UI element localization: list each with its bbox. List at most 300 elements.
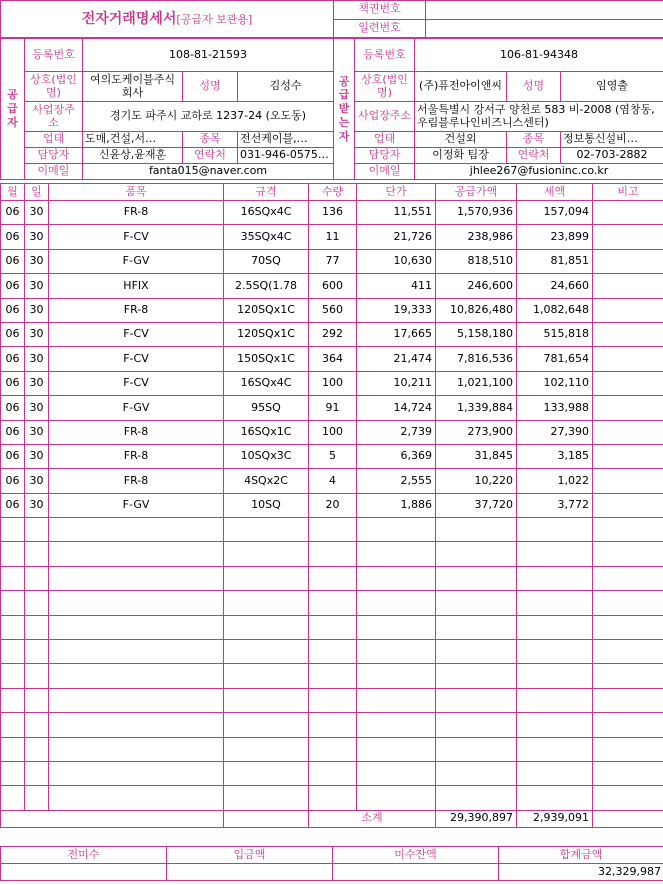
receiver-phone: 02-703-2882	[561, 148, 663, 164]
book-no-label: 책권번호	[334, 1, 426, 20]
cell-note	[593, 371, 663, 395]
empty-cell	[357, 786, 436, 810]
cell-unit-price: 6,369	[357, 444, 436, 468]
col-tax: 세액	[517, 184, 593, 201]
empty-cell	[593, 566, 663, 590]
cell-supply-amount: 238,986	[436, 225, 517, 249]
col-qty: 수량	[309, 184, 357, 201]
cell-product: FR-8	[49, 201, 224, 225]
empty-cell	[357, 761, 436, 785]
table-row	[1, 274, 663, 298]
empty-cell	[517, 640, 593, 664]
cell-spec: 35SQx4C	[224, 225, 309, 249]
empty-cell	[436, 713, 517, 737]
table-row	[1, 444, 663, 468]
empty-cell	[25, 542, 49, 566]
cell-spec: 10SQ	[224, 493, 309, 517]
receiver-name-label: 성명	[507, 72, 561, 102]
cell-tax: 102,110	[517, 371, 593, 395]
table-row	[1, 249, 663, 273]
cell-qty: 4	[309, 469, 357, 493]
items-table	[0, 183, 663, 828]
receiver-company: (주)퓨전아이앤씨	[415, 72, 507, 102]
cell-qty: 136	[309, 201, 357, 225]
title-block	[0, 0, 663, 38]
empty-cell	[436, 615, 517, 639]
empty-row	[1, 737, 663, 761]
cell-supply-amount: 37,720	[436, 493, 517, 517]
empty-cell	[517, 591, 593, 615]
col-supply-amount: 공급가액	[436, 184, 517, 201]
empty-cell	[49, 664, 224, 688]
cell-note	[593, 298, 663, 322]
cell-supply-amount: 1,570,936	[436, 201, 517, 225]
table-row	[1, 225, 663, 249]
table-row	[1, 469, 663, 493]
empty-cell	[593, 664, 663, 688]
empty-row	[1, 518, 663, 542]
supplier-item: 전선케이블,…	[238, 132, 334, 148]
empty-cell	[224, 688, 309, 712]
subtotal-supply-amount: 29,390,897	[436, 810, 517, 827]
prev-balance-label: 전미수	[1, 847, 167, 864]
empty-cell	[309, 713, 357, 737]
receiver-company-label: 상호(법인명)	[355, 72, 415, 102]
title-subtitle: [공급자 보관용]	[176, 12, 253, 26]
cell-month: 06	[1, 298, 25, 322]
cell-supply-amount: 246,600	[436, 274, 517, 298]
supplier-reg-no-label: 등록번호	[25, 39, 83, 72]
empty-cell	[309, 786, 357, 810]
empty-cell	[593, 591, 663, 615]
empty-cell	[436, 566, 517, 590]
empty-cell	[593, 786, 663, 810]
cell-tax: 133,988	[517, 396, 593, 420]
cell-day: 30	[25, 420, 49, 444]
cell-supply-amount: 10,220	[436, 469, 517, 493]
totals-footer	[0, 846, 663, 881]
cell-product: F-CV	[49, 347, 224, 371]
empty-row	[1, 640, 663, 664]
table-row	[1, 201, 663, 225]
empty-cell	[1, 518, 25, 542]
cell-spec: 4SQx2C	[224, 469, 309, 493]
received-label: 입금액	[167, 847, 333, 864]
cell-tax: 1,082,648	[517, 298, 593, 322]
cell-month: 06	[1, 444, 25, 468]
empty-cell	[49, 591, 224, 615]
cell-product: HFIX	[49, 274, 224, 298]
empty-row	[1, 566, 663, 590]
receiver-name: 임영출	[561, 72, 663, 102]
receiver-item-label: 종목	[507, 132, 561, 148]
cell-day: 30	[25, 396, 49, 420]
empty-cell	[436, 640, 517, 664]
empty-cell	[224, 591, 309, 615]
cell-month: 06	[1, 201, 25, 225]
empty-cell	[309, 640, 357, 664]
supplier-address: 경기도 파주시 교하로 1237-24 (오도동)	[83, 102, 334, 132]
empty-cell	[49, 615, 224, 639]
receiver-business-type-label: 업태	[355, 132, 415, 148]
empty-cell	[309, 542, 357, 566]
receiver-email: jhlee267@fusioninc.co.kr	[415, 164, 663, 180]
cell-supply-amount: 5,158,180	[436, 322, 517, 346]
book-no-value	[426, 1, 663, 20]
empty-cell	[224, 761, 309, 785]
cell-qty: 100	[309, 371, 357, 395]
cell-unit-price: 21,726	[357, 225, 436, 249]
unpaid-value	[333, 864, 499, 881]
col-month: 월	[1, 184, 25, 201]
cell-supply-amount: 31,845	[436, 444, 517, 468]
cell-unit-price: 14,724	[357, 396, 436, 420]
cell-spec: 16SQx4C	[224, 201, 309, 225]
empty-cell	[25, 688, 49, 712]
col-spec: 규격	[224, 184, 309, 201]
cell-supply-amount: 10,826,480	[436, 298, 517, 322]
empty-cell	[517, 737, 593, 761]
cell-note	[593, 201, 663, 225]
cell-month: 06	[1, 469, 25, 493]
cell-qty: 11	[309, 225, 357, 249]
supplier-side-text: 공급자	[7, 88, 18, 129]
empty-cell	[1, 688, 25, 712]
subtotal-row	[1, 810, 663, 827]
cell-unit-price: 17,665	[357, 322, 436, 346]
empty-cell	[25, 640, 49, 664]
empty-row	[1, 761, 663, 785]
received-value	[167, 864, 333, 881]
empty-cell	[309, 761, 357, 785]
table-row	[1, 298, 663, 322]
cell-month: 06	[1, 371, 25, 395]
receiver-address: 서울특별시 강서구 양천로 583 비-2008 (염창동,우림블루나인비즈니스센터)	[415, 102, 663, 132]
supplier-item-label: 종목	[183, 132, 238, 148]
cell-tax: 27,390	[517, 420, 593, 444]
cell-month: 06	[1, 274, 25, 298]
cell-qty: 364	[309, 347, 357, 371]
empty-cell	[436, 786, 517, 810]
empty-cell	[25, 566, 49, 590]
empty-cell	[593, 737, 663, 761]
empty-cell	[1, 615, 25, 639]
cell-product: FR-8	[49, 420, 224, 444]
cell-month: 06	[1, 225, 25, 249]
empty-cell	[357, 566, 436, 590]
cell-spec: 10SQx3C	[224, 444, 309, 468]
cell-unit-price: 2,555	[357, 469, 436, 493]
cell-day: 30	[25, 347, 49, 371]
empty-cell	[224, 542, 309, 566]
cell-tax: 3,772	[517, 493, 593, 517]
cell-tax: 23,899	[517, 225, 593, 249]
empty-cell	[49, 761, 224, 785]
supplier-address-label: 사업장주소	[25, 102, 83, 132]
subtotal-blank-spec	[224, 810, 309, 827]
cell-day: 30	[25, 225, 49, 249]
empty-cell	[1, 542, 25, 566]
empty-cell	[436, 591, 517, 615]
empty-cell	[224, 518, 309, 542]
empty-cell	[357, 688, 436, 712]
cell-tax: 515,818	[517, 322, 593, 346]
empty-cell	[49, 737, 224, 761]
unpaid-label: 미수잔액	[333, 847, 499, 864]
empty-cell	[436, 761, 517, 785]
supplier-email: fanta015@naver.com	[83, 164, 334, 180]
receiver-contact: 이정화 팀장	[415, 148, 507, 164]
receiver-item: 정보통신설비…	[561, 132, 663, 148]
empty-cell	[224, 664, 309, 688]
supplier-email-label: 이메일	[25, 164, 83, 180]
receiver-address-label: 사업장주소	[355, 102, 415, 132]
empty-cell	[357, 518, 436, 542]
empty-cell	[517, 566, 593, 590]
empty-cell	[224, 737, 309, 761]
empty-cell	[25, 737, 49, 761]
cell-unit-price: 10,211	[357, 371, 436, 395]
cell-day: 30	[25, 469, 49, 493]
receiver-reg-no-label: 등록번호	[355, 39, 415, 72]
col-product: 품목	[49, 184, 224, 201]
empty-row	[1, 591, 663, 615]
empty-cell	[1, 713, 25, 737]
cell-spec: 16SQx4C	[224, 371, 309, 395]
empty-cell	[357, 615, 436, 639]
cell-spec: 120SQx1C	[224, 322, 309, 346]
empty-cell	[1, 664, 25, 688]
cell-note	[593, 493, 663, 517]
empty-cell	[25, 591, 49, 615]
empty-cell	[25, 713, 49, 737]
subtotal-tax: 2,939,091	[517, 810, 593, 827]
empty-cell	[224, 566, 309, 590]
cell-month: 06	[1, 322, 25, 346]
empty-cell	[1, 591, 25, 615]
empty-cell	[25, 786, 49, 810]
cell-product: F-CV	[49, 322, 224, 346]
cell-note	[593, 444, 663, 468]
receiver-business-type: 건설외	[415, 132, 507, 148]
cell-note	[593, 396, 663, 420]
supplier-company-label: 상호(법인명)	[25, 72, 83, 102]
cell-tax: 81,851	[517, 249, 593, 273]
supplier-business-type-label: 업태	[25, 132, 83, 148]
cell-note	[593, 420, 663, 444]
cell-qty: 600	[309, 274, 357, 298]
cell-supply-amount: 7,816,536	[436, 347, 517, 371]
subtotal-blank-left	[1, 810, 224, 827]
empty-cell	[309, 664, 357, 688]
cell-note	[593, 249, 663, 273]
empty-cell	[309, 615, 357, 639]
serial-no-value	[426, 19, 663, 38]
total-value: 32,329,987	[499, 864, 663, 881]
empty-cell	[309, 566, 357, 590]
empty-cell	[357, 591, 436, 615]
empty-cell	[436, 542, 517, 566]
supplier-contact: 신윤상,윤재훈	[83, 148, 183, 164]
empty-cell	[309, 737, 357, 761]
cell-note	[593, 347, 663, 371]
cell-day: 30	[25, 444, 49, 468]
cell-qty: 292	[309, 322, 357, 346]
table-row	[1, 493, 663, 517]
table-row	[1, 347, 663, 371]
empty-cell	[49, 640, 224, 664]
supplier-phone-label: 연락처	[183, 148, 238, 164]
supplier-company: 여의도케이블주식회사	[83, 72, 183, 102]
empty-cell	[25, 664, 49, 688]
empty-cell	[309, 688, 357, 712]
table-row	[1, 420, 663, 444]
cell-note	[593, 225, 663, 249]
items-body	[1, 201, 663, 828]
cell-spec: 16SQx1C	[224, 420, 309, 444]
empty-cell	[309, 591, 357, 615]
receiver-email-label: 이메일	[355, 164, 415, 180]
empty-cell	[517, 761, 593, 785]
empty-cell	[517, 615, 593, 639]
supplier-contact-label: 담당자	[25, 148, 83, 164]
empty-row	[1, 688, 663, 712]
party-info	[0, 38, 663, 180]
cell-tax: 1,022	[517, 469, 593, 493]
cell-spec: 2.5SQ(1.78	[224, 274, 309, 298]
empty-cell	[49, 566, 224, 590]
table-row	[1, 396, 663, 420]
receiver-side-label	[334, 39, 355, 180]
empty-cell	[224, 640, 309, 664]
empty-cell	[436, 664, 517, 688]
empty-cell	[224, 615, 309, 639]
prev-balance-value	[1, 864, 167, 881]
items-header-row	[1, 184, 663, 201]
receiver-phone-label: 연락처	[507, 148, 561, 164]
empty-cell	[25, 761, 49, 785]
empty-cell	[25, 518, 49, 542]
cell-note	[593, 274, 663, 298]
cell-qty: 77	[309, 249, 357, 273]
empty-cell	[517, 713, 593, 737]
document-title	[1, 1, 334, 38]
cell-product: F-GV	[49, 396, 224, 420]
empty-cell	[357, 713, 436, 737]
empty-cell	[224, 786, 309, 810]
receiver-contact-label: 담당자	[355, 148, 415, 164]
empty-cell	[357, 640, 436, 664]
empty-row	[1, 664, 663, 688]
cell-unit-price: 1,886	[357, 493, 436, 517]
cell-tax: 157,094	[517, 201, 593, 225]
empty-cell	[357, 542, 436, 566]
cell-qty: 100	[309, 420, 357, 444]
empty-cell	[1, 640, 25, 664]
cell-product: F-GV	[49, 249, 224, 273]
cell-day: 30	[25, 298, 49, 322]
cell-month: 06	[1, 420, 25, 444]
cell-day: 30	[25, 322, 49, 346]
table-row	[1, 371, 663, 395]
cell-unit-price: 411	[357, 274, 436, 298]
empty-cell	[436, 737, 517, 761]
cell-supply-amount: 1,339,884	[436, 396, 517, 420]
empty-cell	[224, 713, 309, 737]
cell-supply-amount: 1,021,100	[436, 371, 517, 395]
empty-cell	[49, 542, 224, 566]
cell-product: F-CV	[49, 225, 224, 249]
cell-day: 30	[25, 201, 49, 225]
cell-unit-price: 10,630	[357, 249, 436, 273]
cell-product: FR-8	[49, 298, 224, 322]
empty-cell	[517, 688, 593, 712]
cell-qty: 20	[309, 493, 357, 517]
cell-spec: 150SQx1C	[224, 347, 309, 371]
cell-supply-amount: 818,510	[436, 249, 517, 273]
cell-month: 06	[1, 396, 25, 420]
empty-cell	[436, 518, 517, 542]
subtotal-label: 소계	[309, 810, 436, 827]
cell-note	[593, 322, 663, 346]
cell-day: 30	[25, 249, 49, 273]
cell-tax: 24,660	[517, 274, 593, 298]
cell-tax: 781,654	[517, 347, 593, 371]
col-unit-price: 단가	[357, 184, 436, 201]
cell-unit-price: 21,474	[357, 347, 436, 371]
cell-spec: 95SQ	[224, 396, 309, 420]
empty-cell	[49, 518, 224, 542]
supplier-business-type: 도매,건설,서…	[83, 132, 183, 148]
empty-row	[1, 713, 663, 737]
subtotal-note	[593, 810, 663, 827]
empty-cell	[1, 737, 25, 761]
empty-cell	[25, 615, 49, 639]
empty-cell	[517, 542, 593, 566]
cell-product: FR-8	[49, 469, 224, 493]
cell-month: 06	[1, 493, 25, 517]
table-row	[1, 322, 663, 346]
cell-qty: 91	[309, 396, 357, 420]
empty-cell	[436, 688, 517, 712]
empty-cell	[49, 688, 224, 712]
cell-spec: 120SQx1C	[224, 298, 309, 322]
empty-cell	[1, 786, 25, 810]
cell-tax: 3,185	[517, 444, 593, 468]
supplier-name: 김성수	[238, 72, 334, 102]
title-text: 전자거래명세서	[81, 10, 177, 27]
empty-cell	[1, 566, 25, 590]
cell-unit-price: 19,333	[357, 298, 436, 322]
empty-cell	[357, 737, 436, 761]
empty-cell	[593, 761, 663, 785]
cell-product: FR-8	[49, 444, 224, 468]
empty-cell	[593, 640, 663, 664]
cell-spec: 70SQ	[224, 249, 309, 273]
cell-note	[593, 469, 663, 493]
empty-cell	[593, 713, 663, 737]
cell-qty: 5	[309, 444, 357, 468]
supplier-reg-no: 108-81-21593	[83, 39, 334, 72]
cell-day: 30	[25, 493, 49, 517]
serial-no-label: 일련번호	[334, 19, 426, 38]
empty-row	[1, 615, 663, 639]
empty-cell	[309, 518, 357, 542]
cell-month: 06	[1, 347, 25, 371]
empty-cell	[593, 688, 663, 712]
empty-cell	[517, 786, 593, 810]
supplier-side-label	[1, 39, 25, 180]
